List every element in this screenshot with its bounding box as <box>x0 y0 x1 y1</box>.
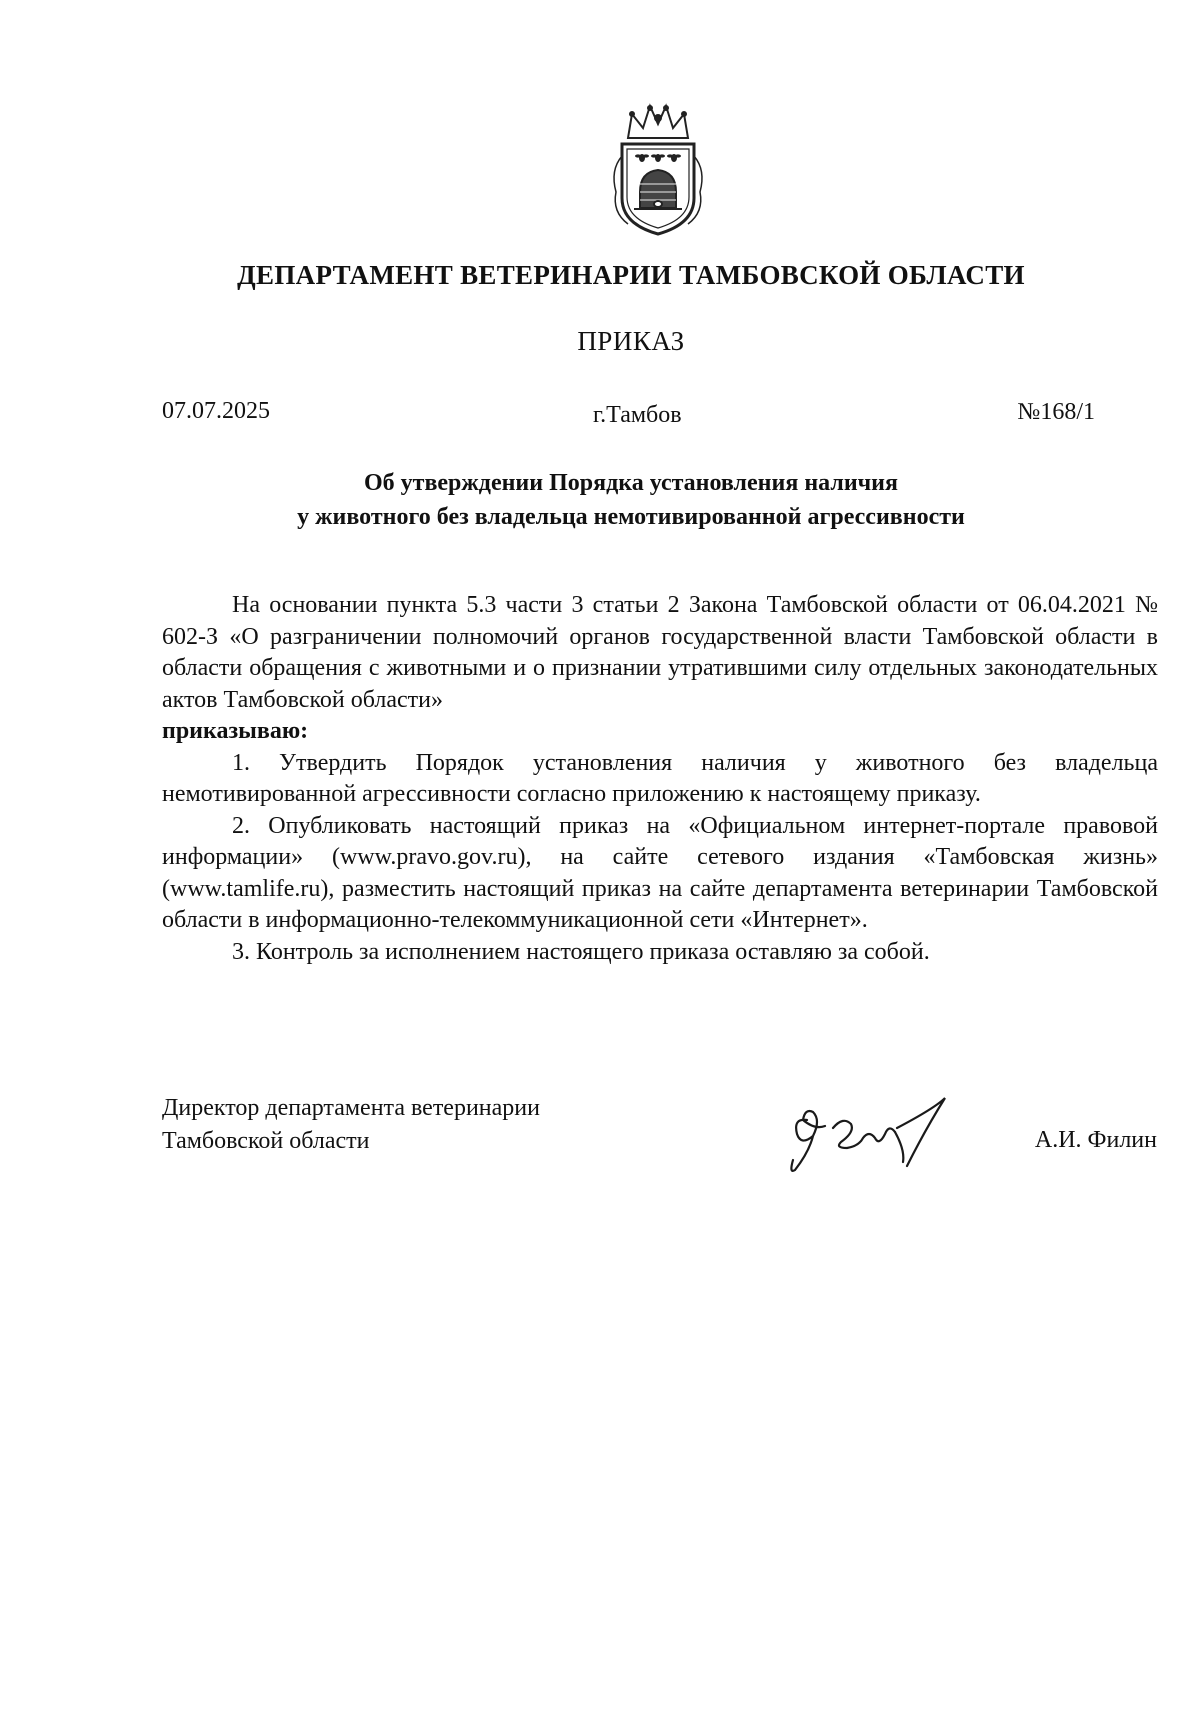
order-item-3: 3. Контроль за исполнением настоящего приказа оставляю за собой. <box>232 938 930 965</box>
document-number: №168/1 <box>1017 399 1095 425</box>
document-type: ПРИКАЗ <box>577 326 685 356</box>
order-item-2: 2. Опубликовать настоящий приказ на «Официальном интернет-портале правовой информации» (www.pravo.gov.ru), на сайте сетевого издания «Тамбовская жизнь» (www.tamlife.ru), разместить настоящий приказ на сайте департамента ветеринарии Тамбовской области в информационно-телекоммуникационной сети «Интернет». <box>162 812 1158 933</box>
department-title: ДЕПАРТАМЕНТ ВЕТЕРИНАРИИ ТАМБОВСКОЙ ОБЛАСТИ <box>237 260 1025 290</box>
tambov-coat-of-arms-icon <box>598 100 718 240</box>
order-item-1: 1. Утвердить Порядок установления наличия у животного без владельца немотивированной агрессивности согласно приложению к настоящему приказу. <box>162 749 1158 807</box>
handwritten-signature-icon <box>785 1090 965 1175</box>
document-city: г.Тамбов <box>593 402 682 428</box>
document-subject <box>0 466 1200 534</box>
order-word-paragraph <box>162 716 1158 748</box>
signatory-position-line-2: Тамбовской области <box>162 1128 370 1154</box>
order-word: приказываю: <box>162 718 309 744</box>
signatory-position-line-1: Директор департамента ветеринарии <box>162 1095 540 1121</box>
preamble-paragraph: На основании пункта 5.3 части 3 статьи 2 Закона Тамбовской области от 06.04.2021 № 602-З «О разграничении полномочий органов государственной власти Тамбовской области в области обращения с животными и о признании утратившими силу отдельных законодательных актов Тамбовской области» <box>162 592 1158 713</box>
signatory-position <box>162 1092 540 1158</box>
signer-name: А.И. Филин <box>1034 1127 1157 1153</box>
subject-line-2: у животного без владельца немотивированной агрессивности <box>297 504 965 530</box>
document-body <box>162 590 1158 968</box>
subject-line-1: Об утверждении Порядка установления наличия <box>363 470 898 496</box>
document-date: 07.07.2025 <box>162 398 270 424</box>
